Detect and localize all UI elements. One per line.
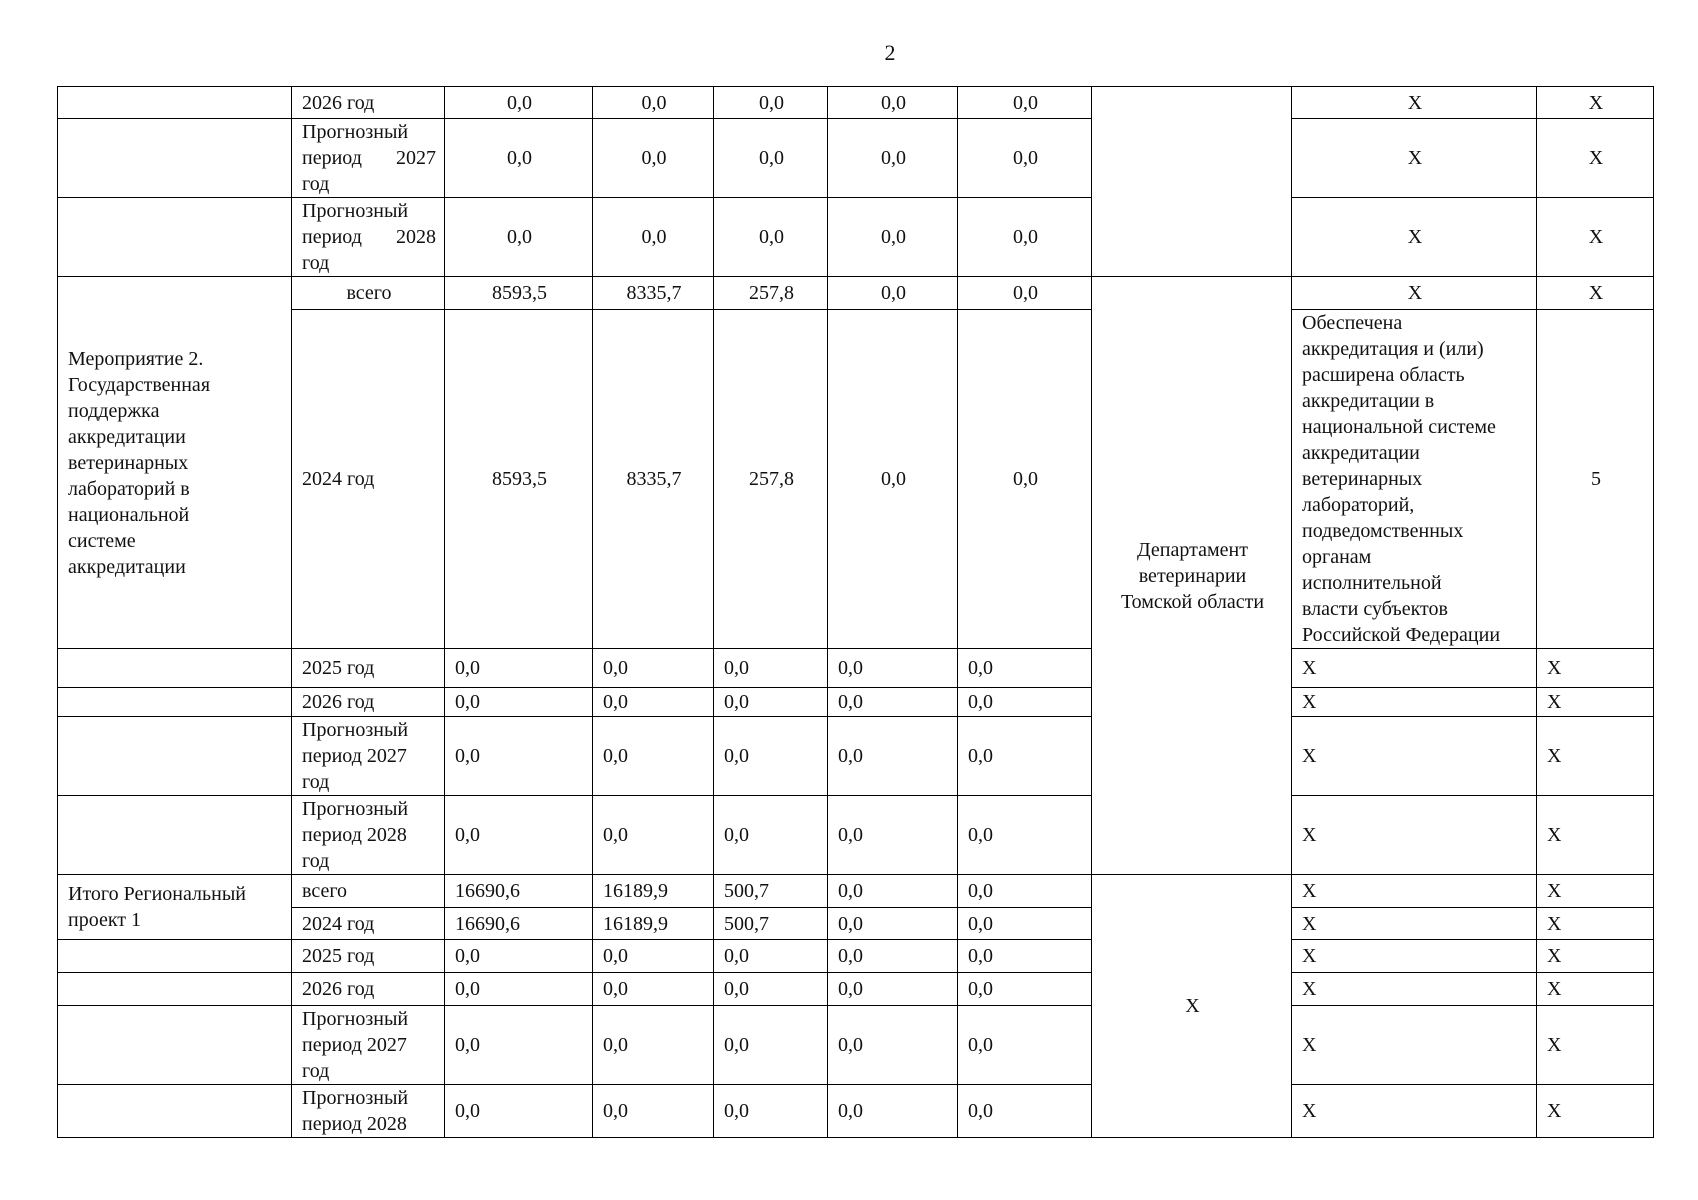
value-cell: 0,0	[445, 973, 593, 1006]
value-cell: 500,7	[714, 908, 828, 940]
x-mark: X	[1537, 277, 1654, 310]
table-row	[58, 688, 1654, 717]
period-line: Прогнозный	[302, 200, 409, 222]
table-row	[58, 1006, 1654, 1085]
period-cell: 2026 год	[292, 688, 445, 717]
x-mark: X	[1537, 908, 1654, 940]
value-cell: 0,0	[714, 1085, 828, 1138]
event-title	[58, 277, 292, 649]
event-title-line: аккредитации	[68, 555, 186, 578]
x-mark: X	[1292, 688, 1537, 717]
value-cell: 0,0	[828, 119, 958, 198]
x-mark: X	[1292, 875, 1537, 908]
event-title-line: Мероприятие 2.	[68, 347, 204, 370]
value-cell: 0,0	[714, 1006, 828, 1085]
value-cell: 0,0	[714, 796, 828, 875]
result-line: аккредитации	[1302, 442, 1420, 464]
table-row	[58, 717, 1654, 796]
empty-cell	[58, 796, 292, 875]
period-line: период 2027	[302, 147, 436, 169]
result-value: 5	[1537, 310, 1654, 649]
x-mark: X	[1292, 649, 1537, 688]
empty-cell	[58, 973, 292, 1006]
x-mark: X	[1537, 649, 1654, 688]
table-row	[58, 796, 1654, 875]
period-cell	[292, 198, 445, 277]
event-title-line: Государственная	[68, 373, 211, 396]
value-cell: 0,0	[958, 649, 1092, 688]
value-cell: 0,0	[445, 717, 593, 796]
period-cell: 2025 год	[292, 940, 445, 973]
value-cell: 16189,9	[593, 908, 714, 940]
empty-cell	[58, 87, 292, 119]
x-mark: X	[1537, 119, 1654, 198]
total-title-line: Итого Региональный	[68, 883, 246, 905]
table-row	[58, 973, 1654, 1006]
result-line: ветеринарных	[1302, 468, 1423, 490]
period-line: период 2028	[302, 824, 407, 846]
value-cell: 0,0	[958, 87, 1092, 119]
period-cell: 2026 год	[292, 973, 445, 1006]
x-mark: X	[1292, 796, 1537, 875]
empty-cell	[58, 940, 292, 973]
table-row	[58, 1085, 1654, 1138]
value-cell: 0,0	[714, 688, 828, 717]
empty-cell	[58, 717, 292, 796]
table-row	[58, 875, 1654, 908]
empty-cell	[58, 688, 292, 717]
x-mark: X	[1292, 1085, 1537, 1138]
empty-cell	[58, 1006, 292, 1085]
value-cell: 0,0	[445, 649, 593, 688]
total-title-line: проект 1	[68, 909, 142, 931]
value-cell: 0,0	[828, 198, 958, 277]
value-cell: 257,8	[714, 277, 828, 310]
value-cell: 0,0	[958, 1006, 1092, 1085]
period-line: период 2027	[302, 745, 407, 767]
value-cell: 0,0	[828, 649, 958, 688]
period-line: период 2028	[302, 226, 436, 248]
x-mark: X	[1292, 277, 1537, 310]
period-line: период 2028	[302, 1113, 407, 1135]
table-row	[58, 277, 1654, 310]
value-cell: 0,0	[828, 717, 958, 796]
value-cell: 0,0	[958, 973, 1092, 1006]
value-cell: 0,0	[828, 1085, 958, 1138]
empty-cell	[58, 119, 292, 198]
value-cell: 0,0	[593, 649, 714, 688]
total-title	[58, 875, 292, 940]
period-cell: 2024 год	[292, 310, 445, 649]
x-mark: X	[1292, 1006, 1537, 1085]
value-cell: 0,0	[828, 277, 958, 310]
value-cell: 0,0	[958, 940, 1092, 973]
value-cell: 0,0	[958, 688, 1092, 717]
value-cell: 16690,6	[445, 875, 593, 908]
period-line: Прогнозный	[302, 121, 409, 143]
responsible-line: ветеринарии	[1138, 564, 1247, 587]
value-cell: 257,8	[714, 310, 828, 649]
value-cell: 0,0	[828, 875, 958, 908]
value-cell: 0,0	[714, 717, 828, 796]
result-line: органам	[1302, 546, 1372, 568]
x-mark: X	[1292, 119, 1537, 198]
value-cell: 0,0	[445, 796, 593, 875]
value-cell: 0,0	[958, 717, 1092, 796]
value-cell: 0,0	[828, 688, 958, 717]
x-mark: X	[1292, 908, 1537, 940]
result-line: Российской Федерации	[1302, 624, 1501, 646]
value-cell: 500,7	[714, 875, 828, 908]
value-cell: 8593,5	[445, 277, 593, 310]
value-cell: 0,0	[445, 688, 593, 717]
budget-table	[57, 86, 1654, 1138]
result-line: исполнительной	[1302, 572, 1442, 594]
value-cell: 0,0	[958, 310, 1092, 649]
period-line: год	[302, 771, 330, 793]
value-cell: 0,0	[828, 796, 958, 875]
value-cell: 0,0	[593, 796, 714, 875]
responsible-org	[1092, 277, 1292, 875]
event-title-line: системе	[68, 529, 136, 552]
value-cell: 0,0	[714, 649, 828, 688]
value-cell: 0,0	[593, 119, 714, 198]
x-mark: X	[1292, 198, 1537, 277]
value-cell: 0,0	[828, 310, 958, 649]
value-cell: 0,0	[958, 277, 1092, 310]
result-line: лабораторий,	[1302, 494, 1415, 516]
x-mark: X	[1292, 940, 1537, 973]
responsible-line: Томской области	[1120, 590, 1265, 613]
x-mark: X	[1537, 688, 1654, 717]
value-cell: 0,0	[714, 119, 828, 198]
empty-cell	[58, 649, 292, 688]
value-cell: 0,0	[828, 908, 958, 940]
table-row	[58, 940, 1654, 973]
value-cell: 0,0	[958, 796, 1092, 875]
x-mark: X	[1537, 875, 1654, 908]
value-cell: 0,0	[958, 875, 1092, 908]
result-line: власти субъектов	[1302, 598, 1448, 620]
event-title-line: аккредитации	[68, 425, 186, 448]
value-cell: 0,0	[445, 119, 593, 198]
period-cell	[292, 717, 445, 796]
value-cell: 0,0	[958, 119, 1092, 198]
period-line: Прогнозный	[302, 1008, 409, 1030]
period-line: год	[302, 1060, 330, 1082]
responsible-x: X	[1092, 875, 1292, 1138]
period-cell: всего	[292, 277, 445, 310]
result-line: Обеспечена	[1302, 312, 1403, 334]
x-mark: X	[1537, 717, 1654, 796]
table-row	[58, 908, 1654, 940]
period-line: период 2027	[302, 1034, 407, 1056]
value-cell: 0,0	[445, 198, 593, 277]
table-row	[58, 649, 1654, 688]
value-cell: 0,0	[828, 87, 958, 119]
page-number: 2	[884, 40, 896, 65]
x-mark: X	[1537, 973, 1654, 1006]
table-row	[58, 198, 1654, 277]
value-cell: 0,0	[958, 1085, 1092, 1138]
value-cell: 16690,6	[445, 908, 593, 940]
value-cell: 0,0	[958, 908, 1092, 940]
empty-cell	[58, 1085, 292, 1138]
period-line: Прогнозный	[302, 719, 409, 741]
period-cell: 2026 год	[292, 87, 445, 119]
value-cell: 8335,7	[593, 310, 714, 649]
period-line: Прогнозный	[302, 798, 409, 820]
table-row	[58, 310, 1654, 649]
table-row	[58, 87, 1654, 119]
value-cell: 0,0	[828, 940, 958, 973]
responsible-line: Департамент	[1137, 538, 1248, 561]
table-row	[58, 119, 1654, 198]
x-mark: X	[1537, 1006, 1654, 1085]
value-cell: 0,0	[714, 940, 828, 973]
result-line: аккредитации в	[1302, 390, 1435, 412]
event-title-line: национальной	[68, 503, 190, 526]
period-cell	[292, 1085, 445, 1138]
value-cell: 0,0	[593, 973, 714, 1006]
x-mark: X	[1537, 1085, 1654, 1138]
period-line: год	[302, 252, 330, 274]
period-cell: 2025 год	[292, 649, 445, 688]
value-cell: 0,0	[828, 1006, 958, 1085]
value-cell: 0,0	[593, 198, 714, 277]
value-cell: 0,0	[958, 198, 1092, 277]
value-cell: 0,0	[593, 688, 714, 717]
result-description	[1292, 310, 1537, 649]
result-line: подведомственных	[1302, 520, 1464, 542]
value-cell: 8593,5	[445, 310, 593, 649]
value-cell: 0,0	[593, 1006, 714, 1085]
event-title-line: лабораторий в	[68, 477, 190, 500]
value-cell: 0,0	[714, 87, 828, 119]
period-line: год	[302, 850, 330, 872]
value-cell: 0,0	[714, 198, 828, 277]
period-line: Прогнозный	[302, 1087, 409, 1109]
result-line: расширена область	[1302, 364, 1465, 386]
value-cell: 0,0	[445, 87, 593, 119]
x-mark: X	[1537, 198, 1654, 277]
empty-cell	[58, 198, 292, 277]
result-line: аккредитация и (или)	[1302, 338, 1484, 360]
value-cell: 0,0	[593, 940, 714, 973]
period-cell	[292, 119, 445, 198]
result-line: национальной системе	[1302, 416, 1496, 438]
x-mark: X	[1292, 973, 1537, 1006]
x-mark: X	[1537, 796, 1654, 875]
value-cell: 0,0	[714, 973, 828, 1006]
event-title-line: поддержка	[68, 399, 160, 422]
x-mark: X	[1292, 717, 1537, 796]
value-cell: 0,0	[445, 940, 593, 973]
period-cell: всего	[292, 875, 445, 908]
value-cell: 16189,9	[593, 875, 714, 908]
period-line: год	[302, 173, 330, 195]
value-cell: 0,0	[445, 1006, 593, 1085]
value-cell: 0,0	[828, 973, 958, 1006]
period-cell: 2024 год	[292, 908, 445, 940]
value-cell: 0,0	[593, 717, 714, 796]
value-cell: 0,0	[593, 1085, 714, 1138]
x-mark: X	[1537, 940, 1654, 973]
value-cell: 0,0	[445, 1085, 593, 1138]
x-mark: X	[1537, 87, 1654, 119]
event-title-line: ветеринарных	[68, 451, 189, 474]
value-cell: 0,0	[593, 87, 714, 119]
x-mark: X	[1292, 87, 1537, 119]
responsible-cell-empty	[1092, 87, 1292, 277]
period-cell	[292, 796, 445, 875]
period-cell	[292, 1006, 445, 1085]
value-cell: 8335,7	[593, 277, 714, 310]
